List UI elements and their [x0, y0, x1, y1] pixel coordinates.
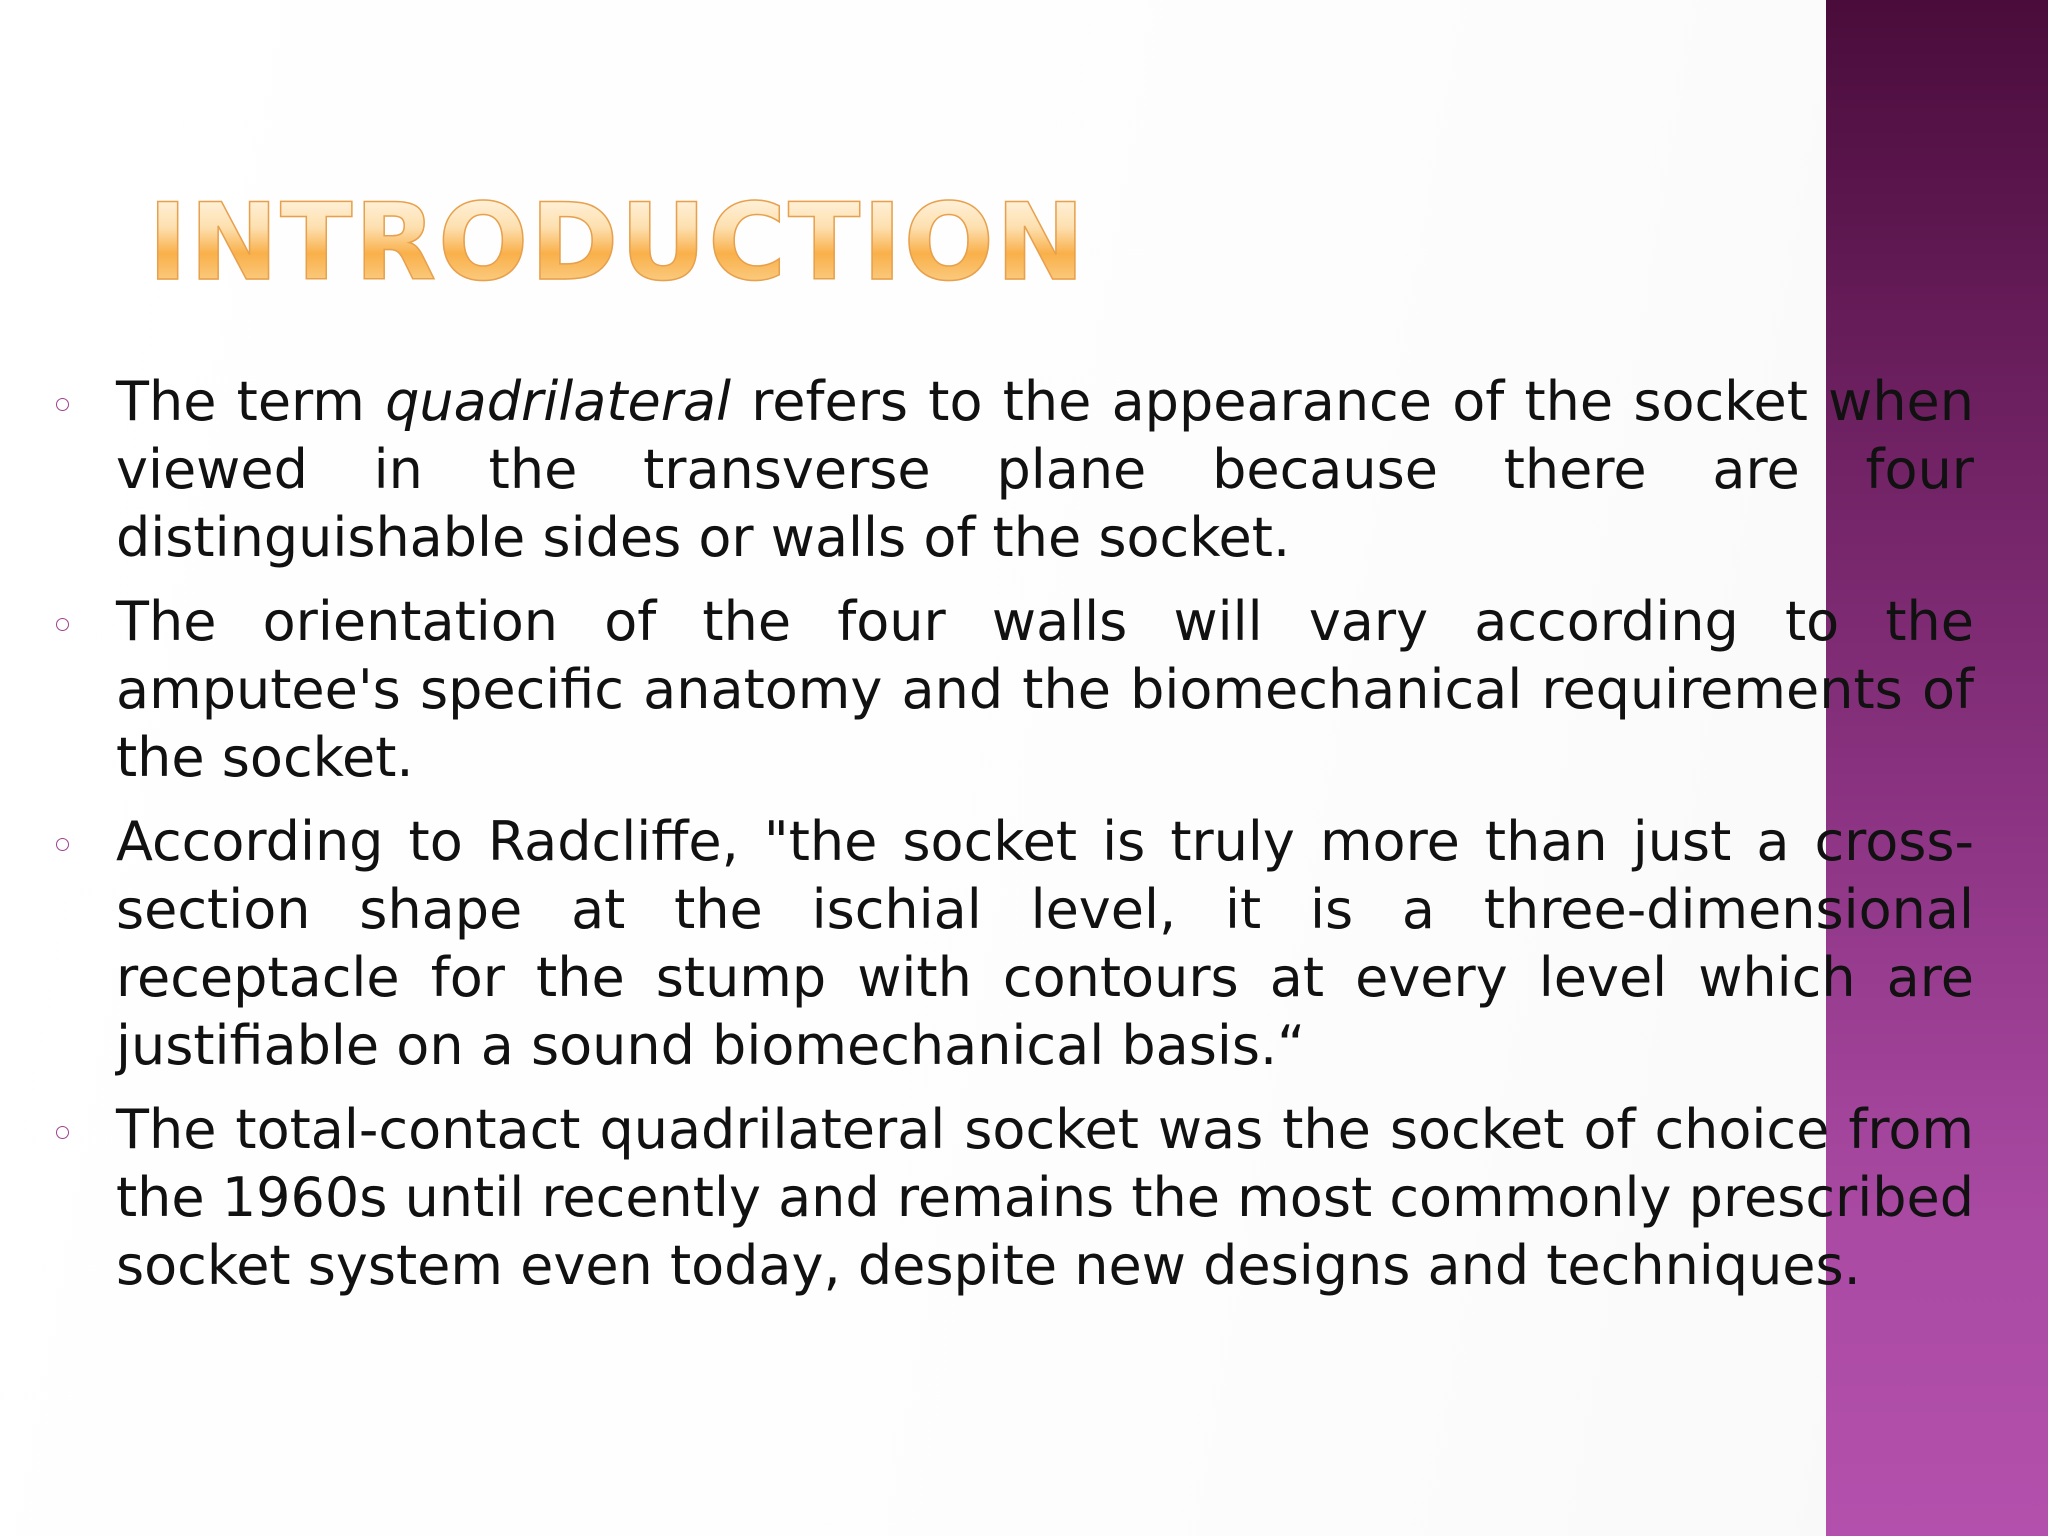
bullet-item — [0, 588, 2048, 792]
circle-bullet-icon — [56, 398, 69, 411]
bullet-text: The total-contact quadrilateral socket was the socket of choice from the 1960s until recently and remains the most commonly prescribed socket system even today, despite new designs and techniques. — [116, 1098, 1974, 1297]
circle-bullet-icon — [56, 1126, 69, 1139]
circle-bullet-icon — [56, 618, 69, 631]
bullet-item — [0, 1096, 2048, 1300]
bullet-text-part: The term — [116, 370, 386, 433]
bullet-item — [0, 808, 2048, 1080]
bullet-item — [0, 368, 2048, 572]
bullet-text-part: refers to the appearance of the socket when viewed in the transverse plane because there are four distinguishable sides or walls of the socket. — [116, 370, 1974, 569]
slide-title: INTRODUCTION — [148, 181, 1087, 304]
circle-bullet-icon — [56, 838, 69, 851]
bullet-text: The orientation of the four walls will vary according to the amputee's specific anatomy and the biomechanical requirements of the socket. — [116, 590, 1974, 789]
emphasized-term: quadrilateral — [385, 370, 732, 433]
bullet-text: According to Radcliffe, "the socket is truly more than just a cross-section shape at the ischial level, it is a three-dimensional receptacle for the stump with contours at every level which are justifiable on a sound biomechanical basis.“ — [116, 810, 1974, 1077]
bullet-text — [116, 368, 1974, 572]
bullet-list — [0, 368, 2048, 1316]
